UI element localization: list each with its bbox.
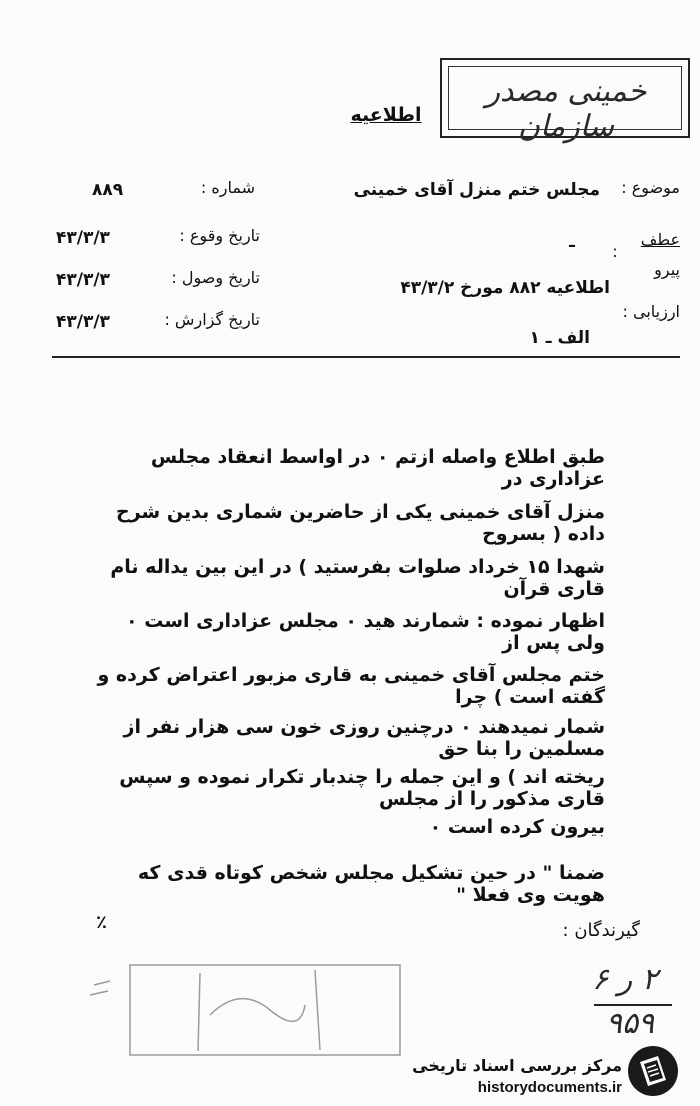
follow-value: اطلاعیه ۸۸۲ مورخ ۴۳/۳/۲: [400, 278, 610, 298]
body-line-6: شمار نمیدهند ۰ درچنین روزی خون سی هزار نفر از مسلمین را بنا حق: [123, 716, 605, 760]
recipients-label: گیرندگان :: [562, 920, 640, 941]
document-title: اطلاعیه: [350, 104, 422, 126]
subject-label: موضوع :: [621, 178, 680, 197]
body-line-7: ریخته اند ) و این جمله را چندبار تکرار نموده و سپس قاری مذکور را از مجلس: [119, 766, 605, 810]
handwritten-number-bottom: ۹۵۹: [605, 1006, 655, 1041]
header-divider: [52, 356, 680, 358]
received-date-label: تاریخ وصول :: [171, 268, 260, 287]
body-line-1: طبق اطلاع واصله ازتم ۰ در اواسط انعقاد مجلس عزاداری در: [150, 446, 605, 490]
received-date-value: ۴۳/۳/۳: [56, 270, 110, 290]
occurrence-date-value: ۴۳/۳/۳: [56, 228, 110, 248]
margin-mark: ٪: [96, 912, 107, 933]
evaluation-value: الف ـ ۱: [529, 328, 590, 348]
footer-url: historydocuments.ir: [477, 1079, 622, 1096]
report-date-label: تاریخ گزارش :: [164, 310, 260, 329]
body-line-3: شهدا ۱۵ خرداد صلوات بفرستید ) در این بین یداله نام قاری قرآن: [110, 556, 605, 600]
body-line-8: بیرون کرده است ۰: [429, 816, 605, 838]
handwritten-number-top: ۲ ر ۶: [592, 962, 658, 997]
body-line-9: ضمنا " در حین تشکیل مجلس شخص کوتاه قدی که هویت وی فعلا ": [137, 862, 605, 906]
archive-logo-icon: [626, 1044, 680, 1098]
number-label: شماره :: [200, 178, 255, 197]
report-date-value: ۴۳/۳/۳: [56, 312, 110, 332]
evaluation-label: ارزیابی :: [622, 302, 680, 321]
number-value: ۸۸۹: [92, 180, 124, 200]
body-line-5: ختم مجلس آقای خمینی به قاری مزبور اعتراض کرده و گفته است ) چرا: [97, 664, 605, 708]
subject-value: مجلس ختم منزل آقای خمینی: [353, 180, 600, 200]
body-line-4: اظهار نموده : شمارند هید ۰ مجلس عزاداری است ۰ ولی پس از: [126, 610, 605, 654]
reference-value: ـ: [569, 232, 575, 252]
reference-label: عطف: [640, 230, 680, 249]
faded-stamp-impression: [80, 955, 410, 1065]
body-line-2: منزل آقای خمینی یکی از حاضرین شماری بدین شرح داده ( بسروح: [116, 501, 605, 545]
reference-colon: :: [612, 242, 618, 261]
header-stamp-box: [440, 58, 690, 144]
follow-label: پیرو: [654, 260, 680, 279]
occurrence-date-label: تاریخ وقوع :: [179, 226, 260, 245]
stamp-handwritten-text: خمینی مصدر سازمان: [485, 74, 647, 144]
footer-org-name: مرکز بررسی اسناد تاریخی: [412, 1056, 622, 1075]
